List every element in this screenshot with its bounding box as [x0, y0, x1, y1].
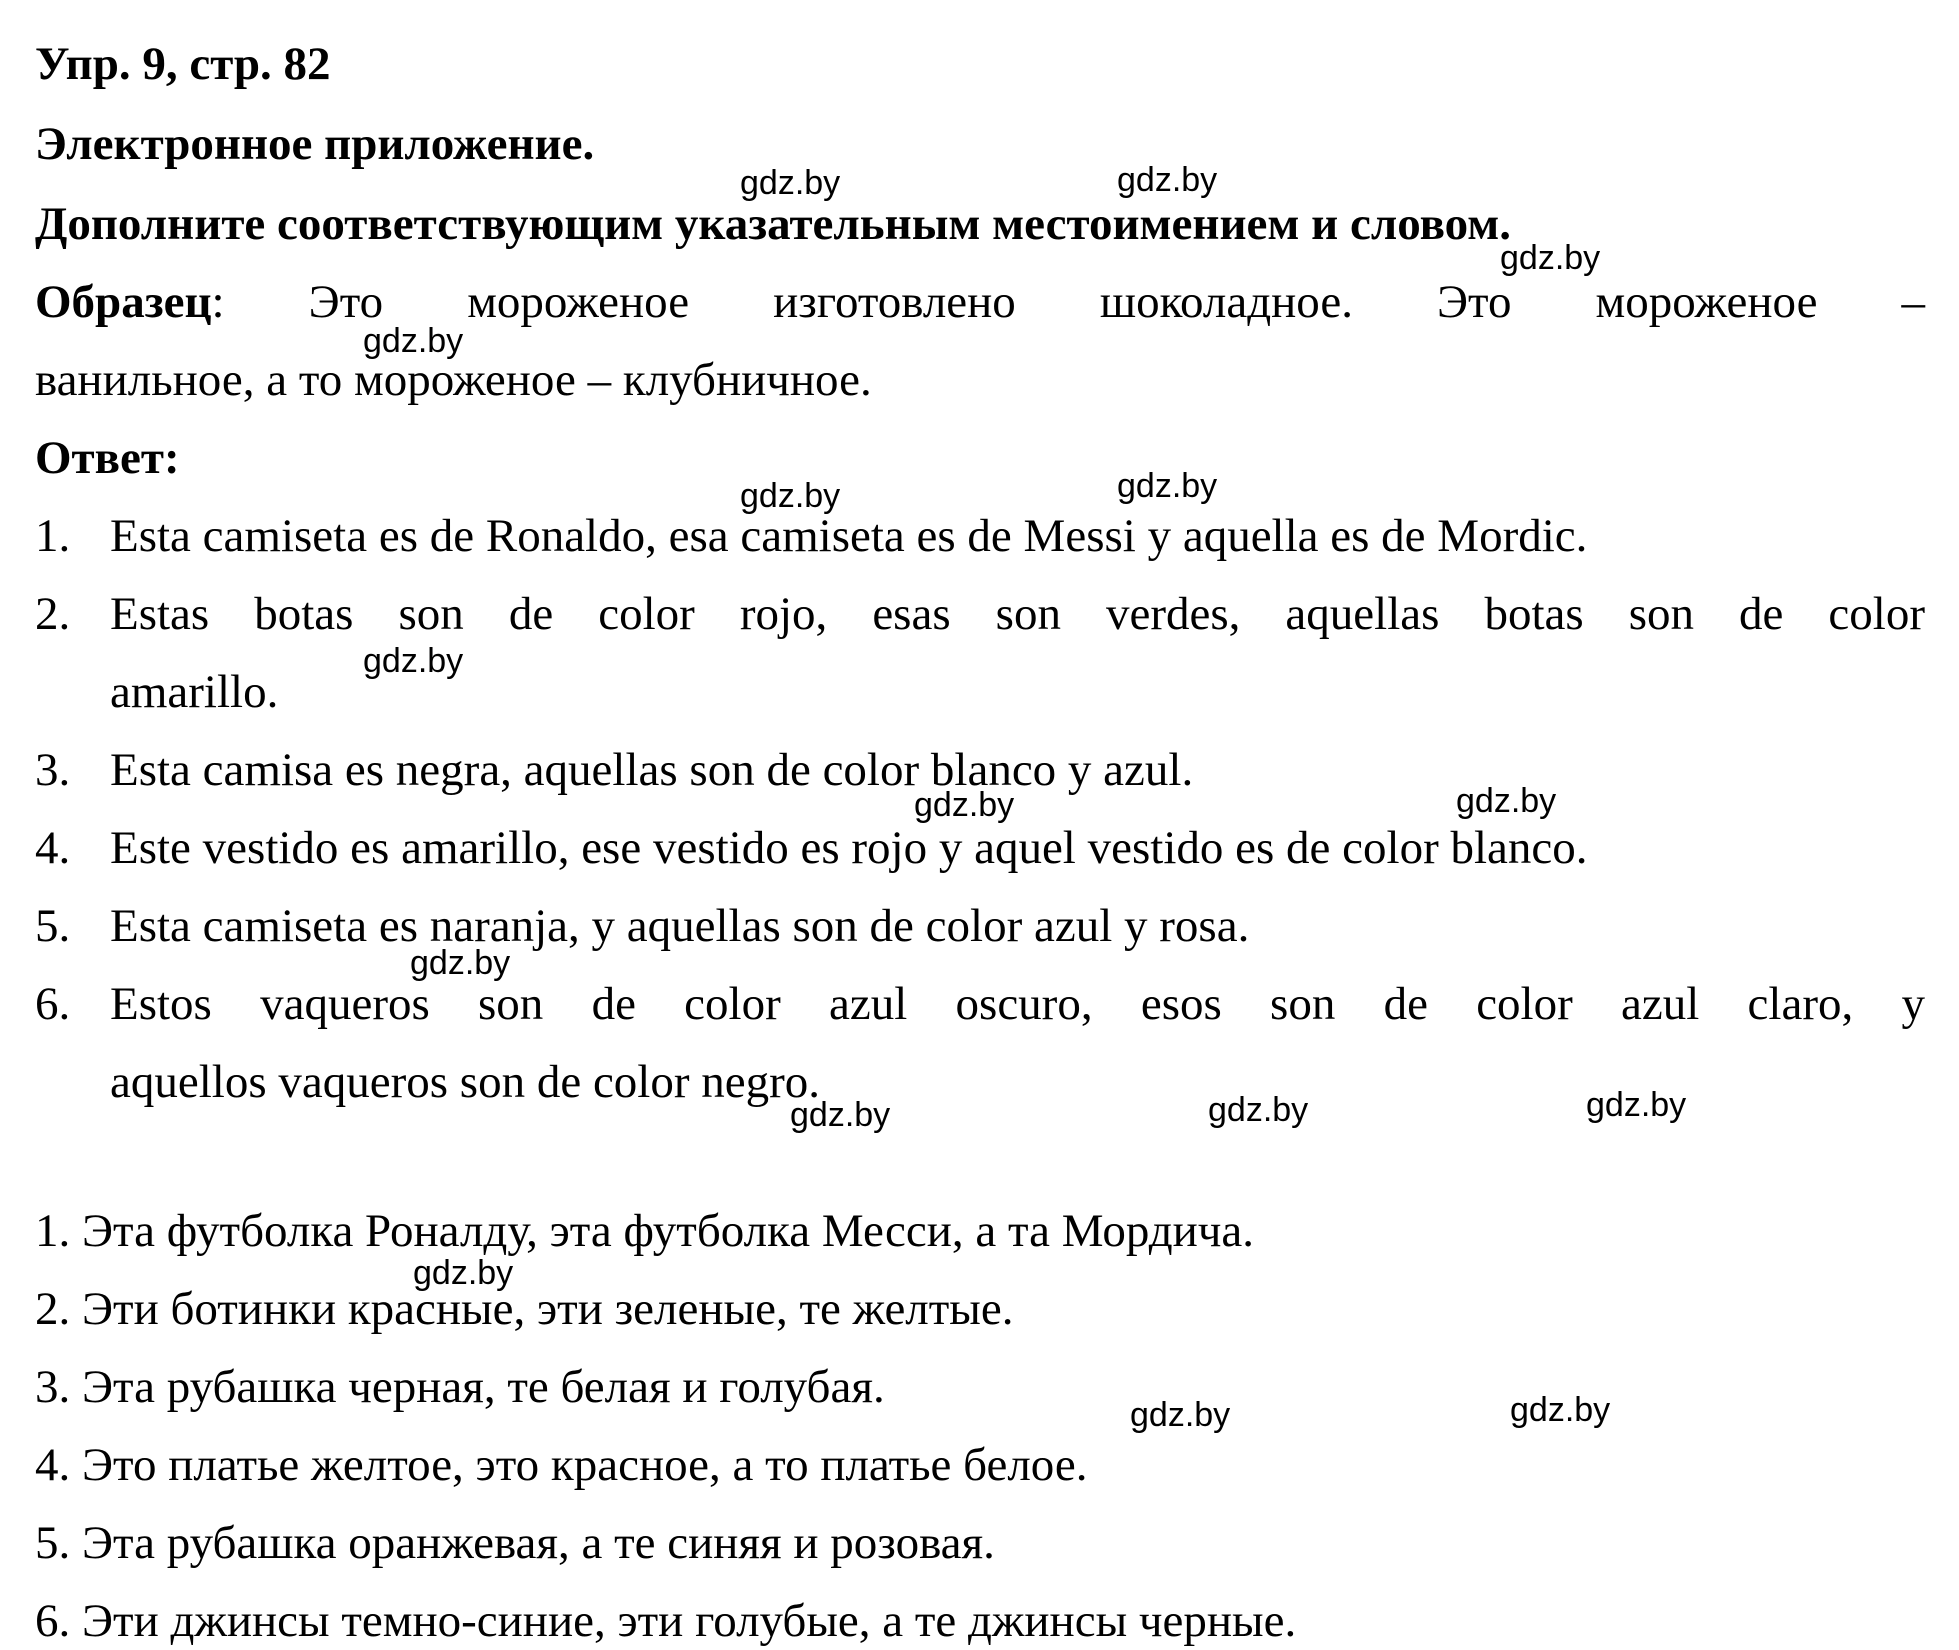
watermark: gdz.by [1117, 467, 1218, 505]
watermark: gdz.by [1500, 239, 1601, 277]
watermark: gdz.by [1586, 1086, 1687, 1124]
sample-line-1 [35, 274, 1925, 330]
exercise-subtitle: Электронное приложение. [35, 118, 595, 170]
watermark: gdz.by [790, 1096, 891, 1134]
es-item-1-number: 1. [35, 510, 71, 562]
es-item-2-text-cont: amarillo. [110, 666, 279, 718]
ru-item-6: 6. Эти джинсы темно-синие, эти голубые, а те джинсы черные. [35, 1595, 1297, 1647]
es-item-3-text: Esta camisa es negra, aquellas son de color blanco y azul. [110, 744, 1194, 796]
es-item-6-text: Estos vaqueros son de color azul oscuro, esos son de color azul claro, y [110, 978, 1925, 1030]
es-item-3-number: 3. [35, 744, 71, 796]
es-item-1-text: Esta camiseta es de Ronaldo, esa camiseta es de Messi y aquella es de Mordic. [110, 510, 1588, 562]
watermark: gdz.by [1456, 782, 1557, 820]
watermark: gdz.by [1510, 1391, 1611, 1429]
sample-label: Образец [35, 276, 212, 328]
es-item-4-text: Este vestido es amarillo, ese vestido es rojo y aquel vestido es de color blanco. [110, 822, 1588, 874]
watermark: gdz.by [1130, 1396, 1231, 1434]
watermark: gdz.by [363, 322, 464, 360]
ru-item-3: 3. Эта рубашка черная, те белая и голубая. [35, 1361, 885, 1413]
es-item-4-number: 4. [35, 822, 71, 874]
es-item-6-text-cont: aquellos vaqueros son de color negro. [110, 1056, 821, 1108]
watermark: gdz.by [1117, 161, 1218, 199]
ru-item-1: 1. Эта футболка Роналду, эта футболка Месси, а та Мордича. [35, 1205, 1255, 1257]
exercise-title: Упр. 9, стр. 82 [35, 38, 331, 90]
ru-item-5: 5. Эта рубашка оранжевая, а те синяя и розовая. [35, 1517, 995, 1569]
es-item-5-text: Esta camiseta es naranja, y aquellas son de color azul y rosa. [110, 900, 1250, 952]
es-item-6-number: 6. [35, 978, 71, 1030]
watermark: gdz.by [914, 786, 1015, 824]
watermark: gdz.by [413, 1254, 514, 1292]
watermark: gdz.by [740, 477, 841, 515]
exercise-instruction: Дополните соответствующим указательным местоимением и словом. [35, 198, 1512, 250]
ru-item-2: 2. Эти ботинки красные, эти зеленые, те желтые. [35, 1283, 1014, 1335]
watermark: gdz.by [740, 164, 841, 202]
sample-colon: : [211, 276, 225, 328]
watermark: gdz.by [363, 642, 464, 680]
es-item-5-number: 5. [35, 900, 71, 952]
watermark: gdz.by [410, 944, 511, 982]
es-item-2-number: 2. [35, 588, 71, 640]
sample-line-2: ванильное, а то мороженое – клубничное. [35, 354, 872, 406]
sample-text-1: Это мороженое изготовлено шоколадное. Это мороженое – [224, 276, 1925, 328]
watermark: gdz.by [1208, 1091, 1309, 1129]
es-item-2-text: Estas botas son de color rojo, esas son verdes, aquellas botas son de color [110, 588, 1925, 640]
ru-item-4: 4. Это платье желтое, это красное, а то платье белое. [35, 1439, 1088, 1491]
answer-label: Ответ: [35, 432, 180, 484]
